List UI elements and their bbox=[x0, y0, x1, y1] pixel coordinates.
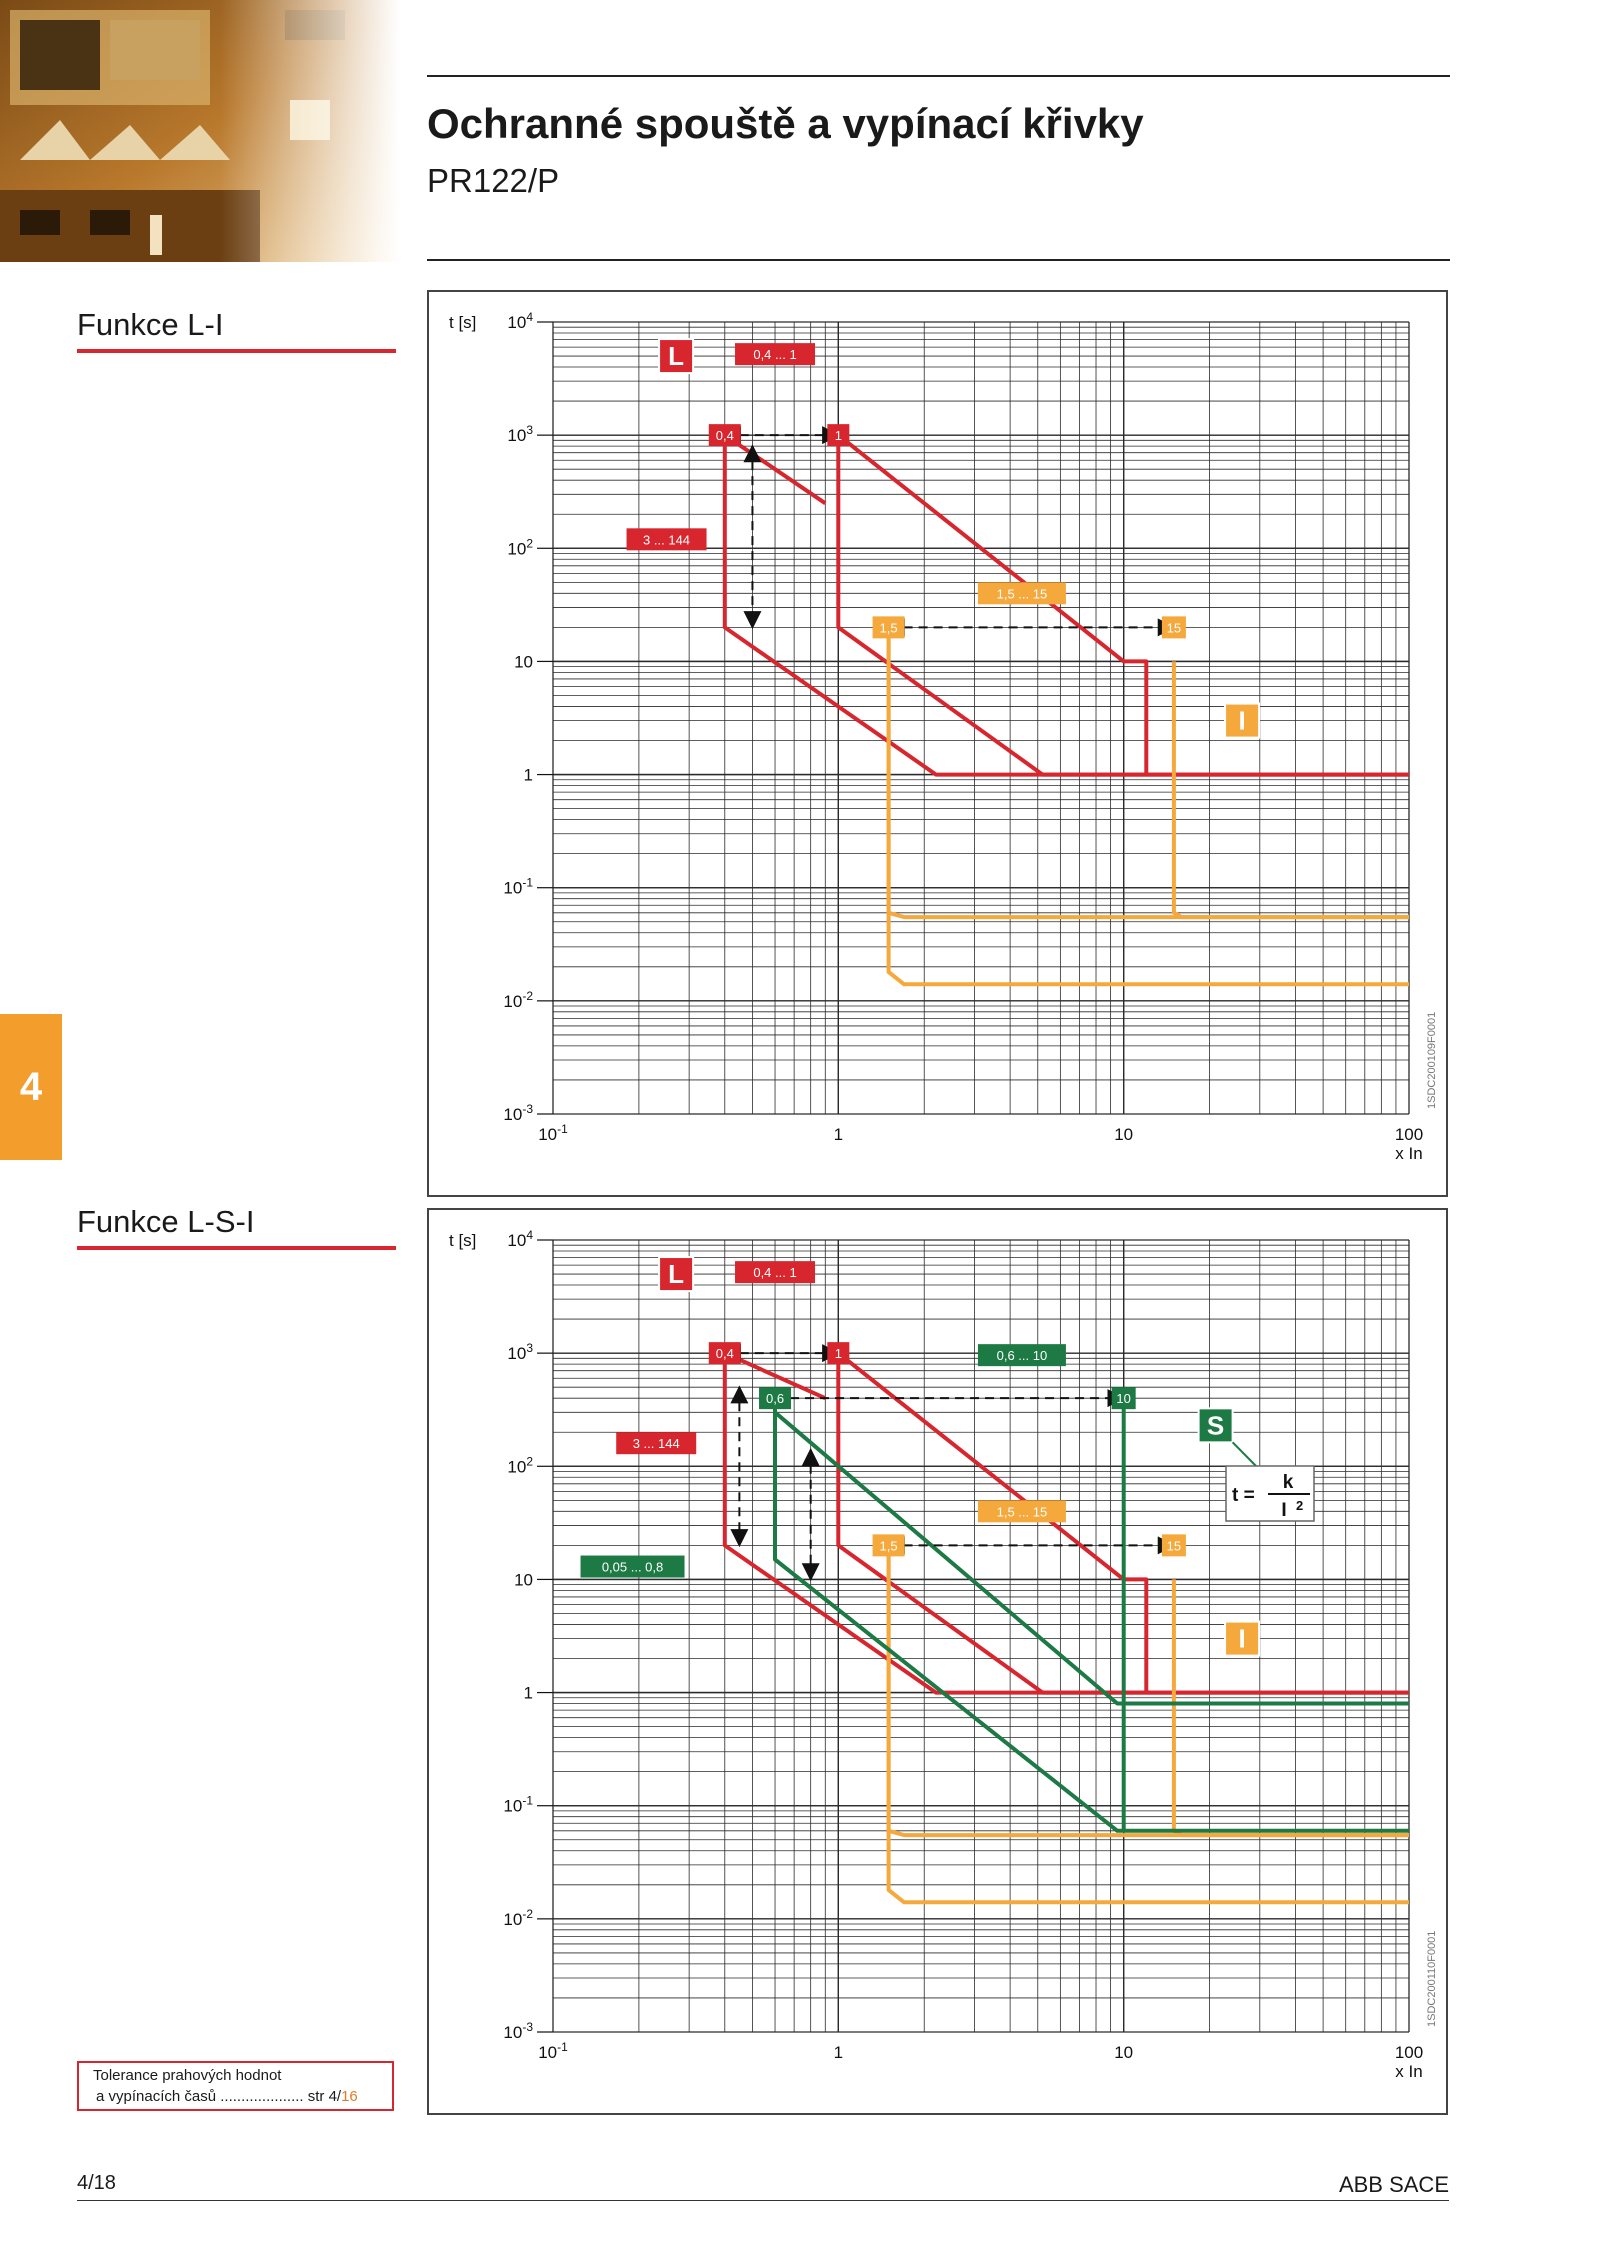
section-underline bbox=[77, 1246, 396, 1250]
formula-numerator: k bbox=[1282, 1472, 1294, 1493]
curve-red bbox=[838, 1353, 1146, 1693]
function-badge-i: I bbox=[1238, 705, 1246, 736]
formula-denominator: I bbox=[1281, 1500, 1287, 1521]
top-rule bbox=[427, 75, 1450, 77]
function-badge-i: I bbox=[1238, 1623, 1246, 1654]
x-axis-label: x In bbox=[1395, 1144, 1423, 1163]
y-tick-label: 1 bbox=[523, 765, 533, 785]
page-title: Ochranné spouště a vypínací křivky bbox=[427, 100, 1144, 147]
tolerance-note-page-link[interactable]: 16 bbox=[341, 2088, 358, 2105]
y-tick-label: $10^4$ bbox=[507, 310, 533, 332]
setting-label: 0,4 bbox=[715, 1346, 734, 1362]
setting-label: 10 bbox=[1116, 1391, 1131, 1407]
x-tick-label: 1 bbox=[833, 2043, 844, 2062]
y-tick-label: $10^{-2}$ bbox=[503, 988, 533, 1011]
section-heading-l-s-i: Funkce L-S-I bbox=[77, 1204, 255, 1239]
chart-panel-l-s-i bbox=[427, 1208, 1448, 2115]
y-tick-label: $10^{-1}$ bbox=[503, 875, 533, 898]
setting-label: 0,4 ... 1 bbox=[753, 1265, 797, 1281]
y-tick-label: $10^{-1}$ bbox=[503, 1793, 533, 1816]
tripping-curve-chart-l-s-i bbox=[429, 1210, 1446, 2113]
curve-green bbox=[775, 1412, 1409, 1703]
setting-label: 15 bbox=[1166, 1538, 1182, 1554]
chapter-tab: 4 bbox=[0, 1014, 62, 1160]
curve-orange bbox=[889, 627, 1409, 984]
y-tick-label: $10^2$ bbox=[507, 536, 533, 559]
setting-label: 0,05 ... 0,8 bbox=[601, 1559, 664, 1575]
brand-name: ABB SACE bbox=[1338, 2172, 1449, 2197]
x-tick-label: 1 bbox=[833, 1125, 844, 1144]
y-tick-label: 10 bbox=[514, 652, 533, 672]
formula-leader bbox=[1233, 1442, 1256, 1466]
header-photo bbox=[0, 0, 400, 262]
y-tick-label: $10^{-2}$ bbox=[503, 1906, 533, 1929]
curve-orange bbox=[889, 1545, 1409, 1902]
figure-code: 1SDC200109F0001 bbox=[1426, 1011, 1438, 1109]
y-tick-label: 1 bbox=[523, 1683, 533, 1703]
header-bottom-rule bbox=[427, 259, 1450, 261]
setting-label: 1,5 bbox=[879, 620, 898, 636]
x-tick-label: $10^{-1}$ bbox=[538, 2040, 568, 2062]
curve-orange bbox=[889, 627, 1409, 917]
y-tick-label: 10 bbox=[514, 1570, 533, 1590]
setting-label: 1,5 ... 15 bbox=[996, 1504, 1048, 1520]
x-tick-label: $10^{-1}$ bbox=[538, 1122, 568, 1144]
setting-label: 15 bbox=[1166, 620, 1182, 636]
y-tick-label: $10^{-3}$ bbox=[503, 1102, 533, 1124]
setting-label: 3 ... 144 bbox=[632, 1436, 680, 1452]
y-axis-label: t [s] bbox=[449, 1231, 477, 1250]
formula-lhs: t = bbox=[1232, 1485, 1255, 1506]
section-underline bbox=[77, 349, 396, 353]
x-tick-label: 10 bbox=[1114, 1125, 1134, 1144]
curve-orange bbox=[889, 1545, 1409, 1835]
setting-label: 1 bbox=[834, 1346, 842, 1362]
x-tick-label: 10 bbox=[1114, 2043, 1134, 2062]
y-axis-label: t [s] bbox=[449, 313, 477, 332]
curve-green bbox=[775, 1398, 1409, 1831]
setting-label: 1 bbox=[834, 428, 842, 444]
y-tick-label: $10^4$ bbox=[507, 1228, 533, 1250]
chart-panel-l-i bbox=[427, 290, 1448, 1197]
tolerance-note-line2: a vypínacích časů .................... str 4/ bbox=[96, 2088, 342, 2105]
setting-label: 0,6 ... 10 bbox=[996, 1348, 1048, 1364]
page-number: 4/18 bbox=[77, 2172, 116, 2194]
setting-label: 0,4 ... 1 bbox=[753, 347, 797, 363]
x-axis-label: x In bbox=[1395, 2062, 1423, 2081]
x-tick-label: 100 bbox=[1394, 1125, 1424, 1144]
section-heading-l-i: Funkce L-I bbox=[77, 307, 224, 342]
function-badge-l: L bbox=[668, 1259, 685, 1290]
formula-exponent: 2 bbox=[1296, 1498, 1304, 1513]
y-tick-label: $10^2$ bbox=[507, 1454, 533, 1477]
curve-red bbox=[838, 435, 1146, 774]
setting-label: 3 ... 144 bbox=[643, 532, 691, 548]
setting-label: 1,5 ... 15 bbox=[996, 586, 1048, 602]
x-tick-label: 100 bbox=[1394, 2043, 1424, 2062]
tolerance-note bbox=[77, 2061, 394, 2111]
figure-code: 1SDC200110F0001 bbox=[1426, 1930, 1438, 2027]
y-tick-label: $10^3$ bbox=[507, 423, 533, 446]
footer-rule bbox=[77, 2200, 1449, 2201]
page-subtitle: PR122/P bbox=[427, 162, 560, 199]
curve-red bbox=[725, 435, 1409, 774]
y-tick-label: $10^{-3}$ bbox=[503, 2020, 533, 2042]
setting-label: 0,6 bbox=[765, 1391, 785, 1407]
function-badge-s: S bbox=[1206, 1410, 1225, 1441]
tolerance-note-line1: Tolerance prahových hodnot bbox=[93, 2067, 282, 2084]
function-badge-l: L bbox=[668, 341, 685, 372]
setting-label: 1,5 bbox=[879, 1538, 898, 1554]
curve-red bbox=[725, 1353, 1409, 1693]
setting-label: 0,4 bbox=[715, 428, 734, 444]
y-tick-label: $10^3$ bbox=[507, 1341, 533, 1364]
tripping-curve-chart-l-i bbox=[429, 292, 1446, 1195]
